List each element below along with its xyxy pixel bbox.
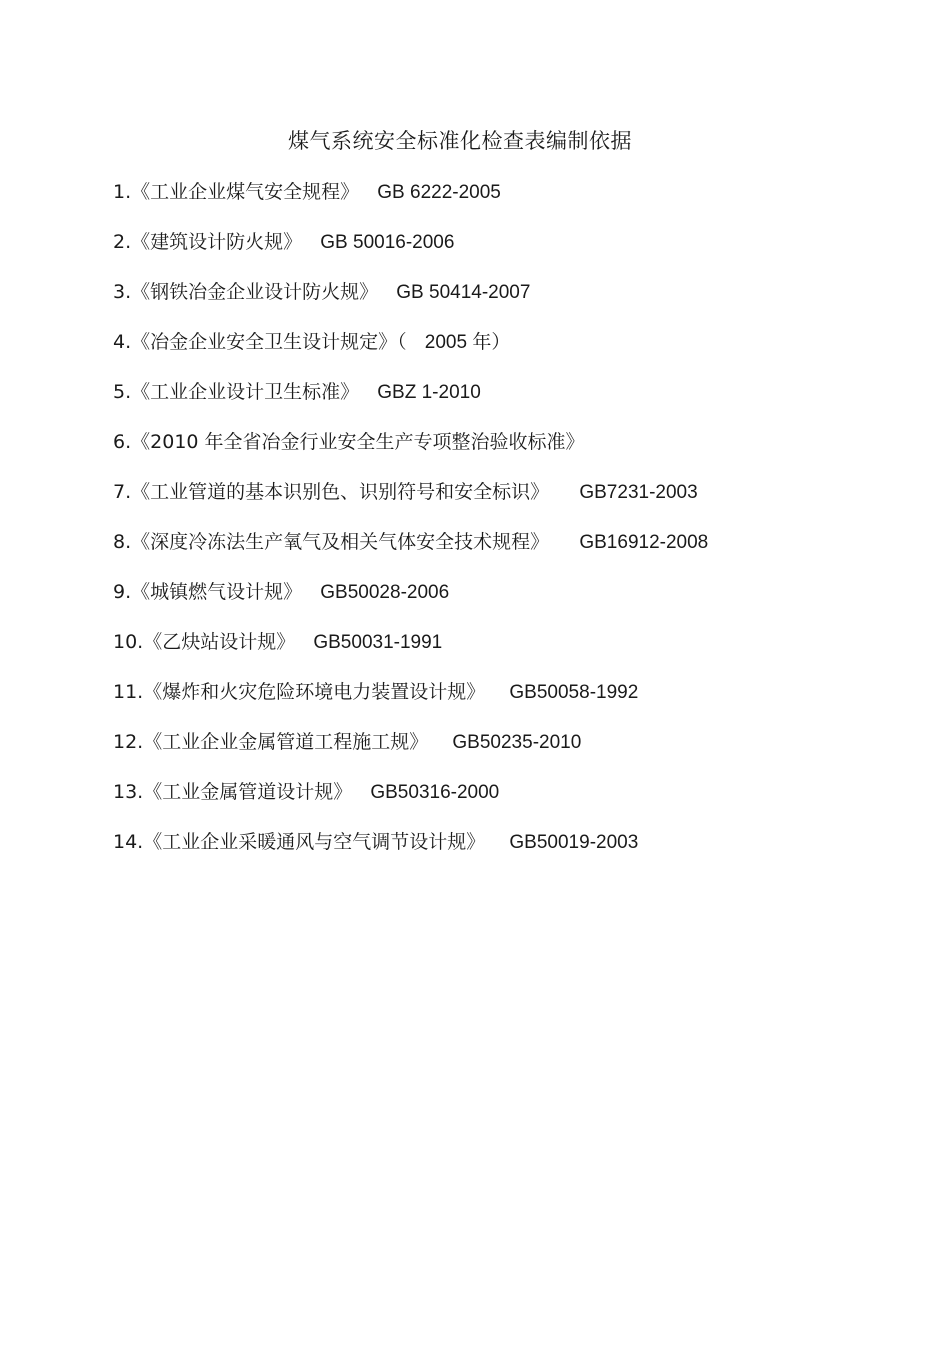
item-name: 《冶金企业安全卫生设计规定》（ <box>131 331 407 353</box>
item-code: GB50028-2006 <box>320 582 450 603</box>
list-item <box>113 278 708 328</box>
list-item <box>113 478 708 528</box>
item-code: 2005 年） <box>424 332 511 353</box>
item-number: 8. <box>113 531 132 553</box>
item-name: 《工业金属管道设计规》 <box>143 781 353 803</box>
item-code: GB50031-1991 <box>313 632 443 653</box>
item-name: 《工业企业设计卫生标准》 <box>131 381 360 403</box>
item-number: 10. <box>113 631 144 653</box>
list-item <box>113 378 708 428</box>
item-code: GB 50016-2006 <box>320 232 455 253</box>
list-item <box>113 728 708 778</box>
item-code: GB50058-1992 <box>509 682 639 703</box>
list-item <box>113 428 708 478</box>
item-number: 14. <box>113 831 144 853</box>
item-code: GB 50414-2007 <box>396 282 531 303</box>
list-item <box>113 778 708 828</box>
item-code: GB50019-2003 <box>509 832 639 853</box>
item-number: 3. <box>113 281 132 303</box>
item-code: GBZ 1-2010 <box>377 382 481 403</box>
list-item <box>113 528 708 578</box>
item-code: GB16912-2008 <box>579 532 709 553</box>
item-code: GB7231-2003 <box>579 482 698 503</box>
item-name: 《工业管道的基本识别色、识别符号和安全标识》 <box>131 481 550 503</box>
item-name: 《爆炸和火灾危险环境电力装置设计规》 <box>143 681 486 703</box>
item-name: 《工业企业采暖通风与空气调节设计规》 <box>143 831 486 853</box>
document-title: 煤气系统安全标准化检查表编制依据 <box>288 129 632 153</box>
item-name: 《建筑设计防火规》 <box>131 231 303 253</box>
item-name: 《深度冷冻法生产氧气及相关气体安全技术规程》 <box>131 531 550 553</box>
item-code: GB50316-2000 <box>370 782 500 803</box>
item-number: 2. <box>113 231 132 253</box>
list-item <box>113 178 708 228</box>
item-number: 12. <box>113 731 144 753</box>
item-name: 《钢铁冶金企业设计防火规》 <box>131 281 379 303</box>
item-number: 13. <box>113 781 144 803</box>
reference-list <box>113 178 708 878</box>
list-item <box>113 228 708 278</box>
item-name: 《工业企业金属管道工程施工规》 <box>143 731 429 753</box>
item-number: 5. <box>113 381 132 403</box>
item-number: 9. <box>113 581 132 603</box>
item-name: 《乙炔站设计规》 <box>143 631 296 653</box>
item-number: 11. <box>113 681 144 703</box>
item-number: 4. <box>113 331 132 353</box>
list-item <box>113 828 708 878</box>
list-item <box>113 328 708 378</box>
item-number: 7. <box>113 481 132 503</box>
item-number: 6. <box>113 431 132 453</box>
item-number: 1. <box>113 181 132 203</box>
item-name: 《城镇燃气设计规》 <box>131 581 303 603</box>
list-item <box>113 628 708 678</box>
list-item <box>113 678 708 728</box>
item-code: GB 6222-2005 <box>377 182 501 203</box>
item-name: 《工业企业煤气安全规程》 <box>131 181 360 203</box>
list-item <box>113 578 708 628</box>
item-code: GB50235-2010 <box>452 732 582 753</box>
item-name: 《2010 年全省冶金行业安全生产专项整治验收标准》 <box>131 431 585 453</box>
